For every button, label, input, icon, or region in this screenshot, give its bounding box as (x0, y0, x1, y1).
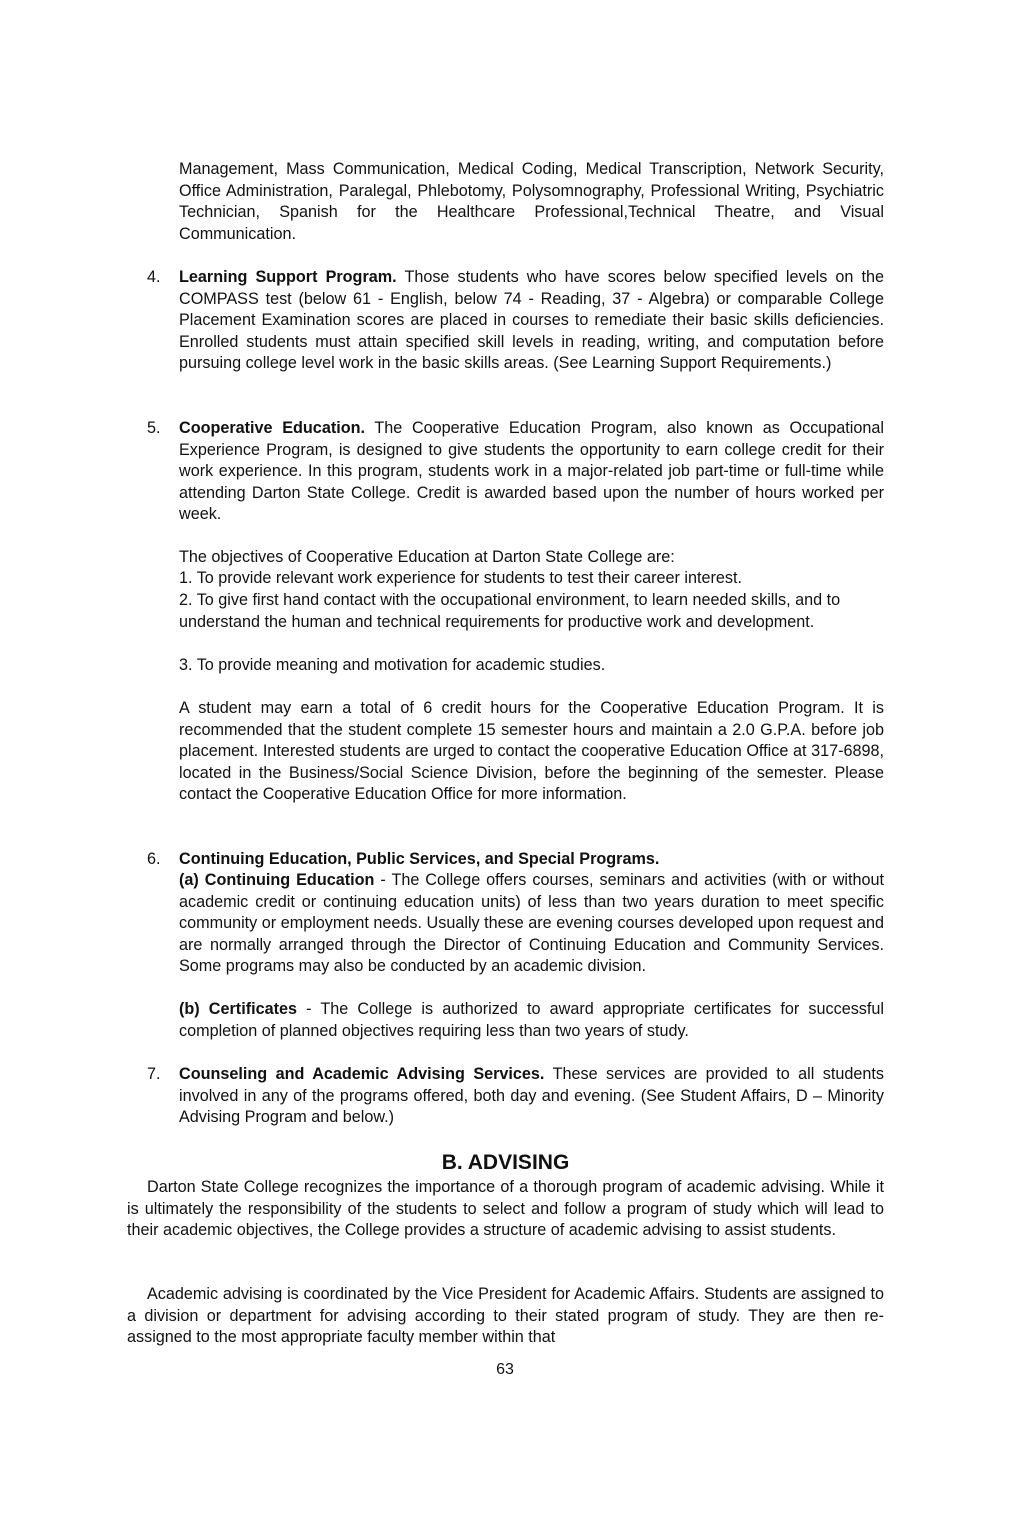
subitem-text: - The College is authorized to award appropriate certificates for successful completion of planned objectives requiring less than two years of study. (179, 1000, 884, 1040)
item-text: These services are provided to all students involved in any of the programs offered, both day and evening. (See Student Affairs, D – Minority Advising Program and below.) (179, 1065, 884, 1127)
continuing-education-paragraph (179, 870, 884, 978)
objective-3: 3. To provide meaning and motivation for academic studies. (179, 656, 606, 674)
section-heading: B. ADVISING (441, 1151, 570, 1174)
subitem-label: (b) Certificates (179, 1000, 297, 1018)
learning-support-paragraph (179, 267, 884, 375)
item-title: Learning Support Program. (179, 268, 397, 286)
objectives-intro: The objectives of Cooperative Education at Darton State College are: (179, 548, 675, 566)
item-title: Cooperative Education. (179, 419, 365, 437)
program-list-continuation: Management, Mass Communication, Medical Coding, Medical Transcription, Network Security, Office Administration, Paralegal, Phlebotomy, Polysomnography, Professional Writing, Psychiatric Technician, Spanish for the Healthcare Professional,Technical Theatre, and Visual Communication. (179, 160, 884, 243)
credit-paragraph: A student may earn a total of 6 credit hours for the Cooperative Education Program. It is recommended that the student complete 15 semester hours and maintain a 2.0 G.P.A. before job placement. Interested students are urged to contact the cooperative Education Office at 317-6898, located in the Business/Social Science Division, before the beginning of the semester. Please contact the Cooperative Education Office for more information. (179, 699, 884, 804)
item-number: 7. (147, 1065, 161, 1083)
item-title: Counseling and Academic Advising Services. (179, 1065, 545, 1083)
item-title: Continuing Education, Public Services, and Special Programs. (179, 850, 660, 868)
objective-1: 1. To provide relevant work experience for students to test their career interest. (179, 569, 742, 587)
continuing-education-title (179, 849, 884, 871)
item-number: 4. (147, 268, 161, 286)
item-number: 6. (147, 850, 161, 868)
subitem-label: (a) Continuing Education (179, 871, 375, 889)
item-text: Those students who have scores below specified levels on the COMPASS test (below 61 - English, below 74 - Reading, 37 - Algebra) or comparable College Placement Examination scores are placed in courses to remediate their basic skills deficiencies. Enrolled students must attain specified skill levels in reading, writing, and computation before pursuing college level work in the basic skills areas. (See Learning Support Requirements.) (179, 268, 884, 373)
certificates-paragraph (179, 999, 884, 1042)
subitem-text: - The College offers courses, seminars and activities (with or without academic credit or continuing education units) of less than two years duration to meet specific community or employment needs. Usually these are evening courses developed upon request and are normally arranged through the Director of Continuing Education and Community Services. Some programs may also be conducted by an academic division. (179, 871, 884, 976)
item-text: The Cooperative Education Program, also known as Occupational Experience Program, is designed to give students the opportunity to earn college credit for their work experience. In this program, students work in a major-related job part-time or full-time while attending Darton State College. Credit is awarded based upon the number of hours worked per week. (179, 419, 884, 524)
cooperative-education-paragraph (179, 418, 884, 526)
page-number: 63 (496, 1361, 514, 1378)
advising-paragraph-2: Academic advising is coordinated by the Vice President for Academic Affairs. Students are assigned to a division or department for advising according to their stated program of study. They are then re-assigned to the most appropriate faculty member within that (127, 1285, 884, 1347)
objective-2: 2. To give first hand contact with the occupational environment, to learn needed skills, and to understand the human and technical requirements for productive work and development. (179, 591, 841, 631)
counseling-paragraph (179, 1064, 884, 1129)
item-number: 5. (147, 419, 161, 437)
advising-paragraph-1: Darton State College recognizes the importance of a thorough program of academic advising. While it is ultimately the responsibility of the students to select and follow a program of study which will lead to their academic objectives, the College provides a structure of academic advising to assist students. (127, 1178, 884, 1240)
